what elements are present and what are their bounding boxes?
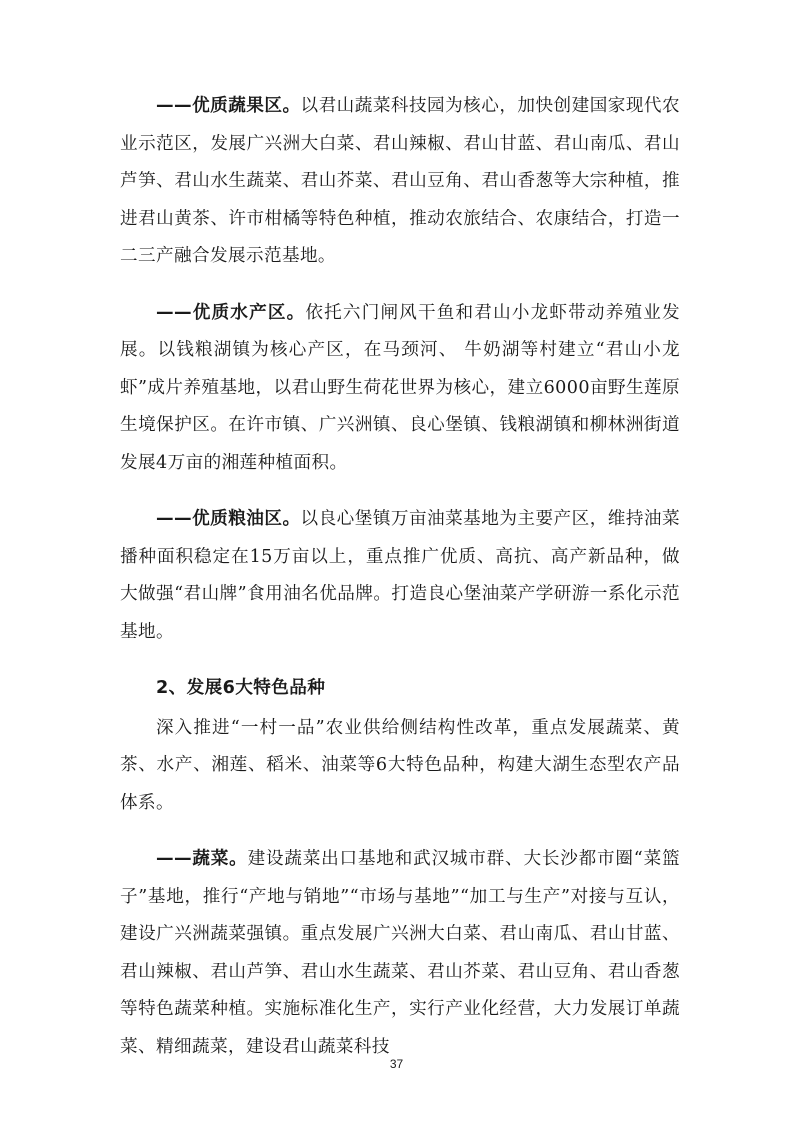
- paragraph-lead: ——优质蔬果区。: [156, 96, 301, 116]
- paragraph-body: 建设蔬菜出口基地和武汉城市群、大长沙都市圈“菜篮子”基地，推行“产地与销地”“市场与基地”“加工与生产”对接与互认，建设广兴洲蔬菜强镇。重点发展广兴洲大白菜、君山南瓜、君山甘蓝、君山辣椒、君山芦笋、君山水生蔬菜、君山芥菜、君山豆角、君山香葱等特色蔬菜种植。实施标准化生产，实行产业化经营，大力发展订单蔬菜、精细蔬菜，建设君山蔬菜科技: [120, 849, 680, 1057]
- paragraph-body: 以君山蔬菜科技园为核心，加快创建国家现代农业示范区，发展广兴洲大白菜、君山辣椒、君山甘蓝、君山南瓜、君山芦笋、君山水生蔬菜、君山芥菜、君山豆角、君山香葱等大宗种植，推进君山黄茶、许市柑橘等特色种植，推动农旅结合、农康结合，打造一二三产融合发展示范基地。: [120, 96, 680, 266]
- page-number: 37: [389, 1057, 404, 1071]
- paragraph-lead: ——优质粮油区。: [156, 509, 301, 529]
- document-page: [120, 88, 680, 1085]
- paragraph-body: 以良心堡镇万亩油菜基地为主要产区，维持油菜播种面积稳定在15万亩以上，重点推广优质、高抗、高产新品种，做大做强“君山牌”食用油名优品牌。打造良心堡油菜产学研游一系化示范基地。: [120, 509, 680, 642]
- section-intro-paragraph: 深入推进“一村一品”农业供给侧结构性改革，重点发展蔬菜、黄茶、水产、湘莲、稻米、油菜等6大特色品种，构建大湖生态型农产品体系。: [120, 717, 680, 813]
- paragraph-aquatic-zone: [120, 295, 680, 483]
- paragraph-lead: ——优质水产区。: [156, 302, 306, 323]
- paragraph-lead: ——蔬菜。: [156, 849, 248, 869]
- paragraph-grain-oil-zone: [120, 501, 680, 651]
- paragraph-body: 依托六门闸风干鱼和君山小龙虾带动养殖业发展。以钱粮湖镇为核心产区，在马颈河、 牛奶湖等村建立“君山小龙虾”成片养殖基地，以君山野生荷花世界为核心，建立6000亩野生莲原生境保护区。在许市镇、广兴洲镇、良心堡镇、钱粮湖镇和柳林洲街道发展4万亩的湘莲种植面积。: [120, 302, 680, 473]
- section-heading: 2、发展6大特色品种: [156, 678, 326, 698]
- paragraph-fruit-vegetable-zone: [120, 88, 680, 276]
- paragraph-vegetables: [120, 841, 680, 1066]
